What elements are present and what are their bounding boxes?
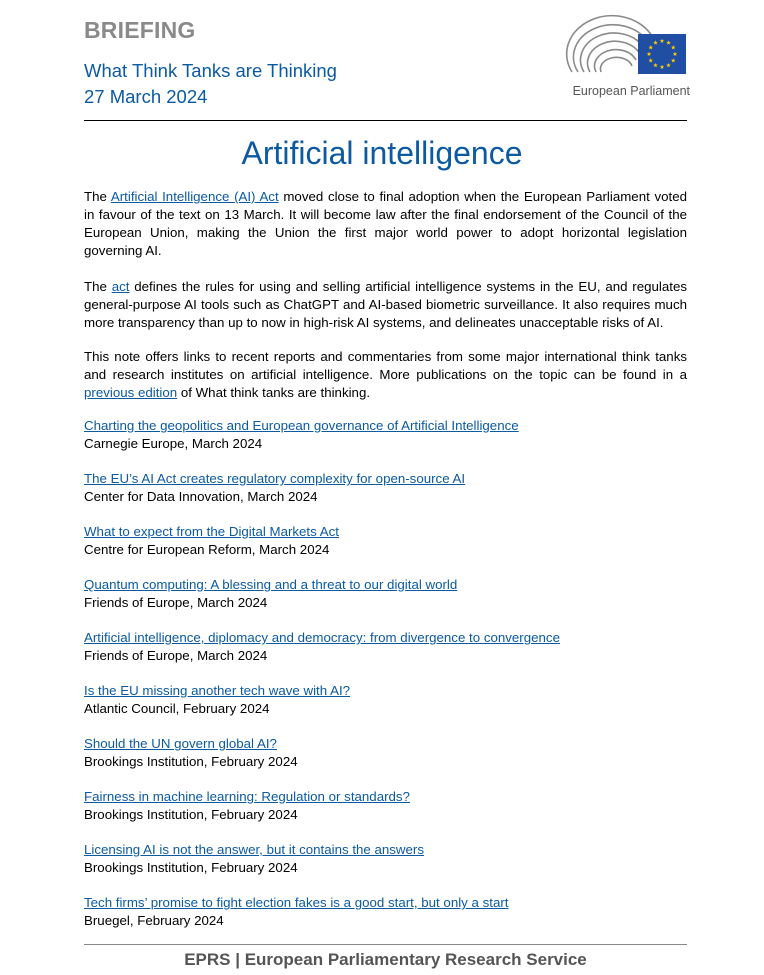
- publication-source: Brookings Institution, February 2024: [84, 754, 298, 769]
- publication-source: Carnegie Europe, March 2024: [84, 436, 263, 451]
- footer-divider: [84, 944, 687, 945]
- publication-source: Atlantic Council, February 2024: [84, 701, 270, 716]
- list-item: [84, 894, 687, 947]
- paragraph-text: of What think tanks are thinking.: [177, 385, 371, 400]
- publication-link[interactable]: Charting the geopolitics and European governance of Artificial Intelligence: [84, 418, 519, 433]
- paragraph-text: The: [84, 279, 112, 294]
- publication-link[interactable]: What to expect from the Digital Markets Act: [84, 524, 339, 539]
- list-item: [84, 576, 687, 629]
- publication-link[interactable]: Artificial intelligence, diplomacy and democracy: from divergence to convergence: [84, 630, 560, 645]
- previous-edition-link[interactable]: previous edition: [84, 385, 178, 400]
- list-item: [84, 470, 687, 523]
- publication-link[interactable]: Fairness in machine learning: Regulation or standards?: [84, 789, 410, 804]
- publication-link[interactable]: Licensing AI is not the answer, but it contains the answers: [84, 842, 425, 857]
- publication-source: Center for Data Innovation, March 2024: [84, 489, 318, 504]
- publication-list: [84, 417, 687, 947]
- publication-link[interactable]: The EU’s AI Act creates regulatory complexity for open-source AI: [84, 471, 466, 486]
- list-item: [84, 523, 687, 576]
- publication-source: Centre for European Reform, March 2024: [84, 542, 330, 557]
- publication-source: Brookings Institution, February 2024: [84, 860, 298, 875]
- publication-source: Bruegel, February 2024: [84, 913, 224, 928]
- publication-link[interactable]: Tech firms’ promise to fight election fakes is a good start, but only a start: [84, 895, 509, 910]
- list-item: [84, 629, 687, 682]
- logo-caption: European Parliament: [572, 84, 690, 98]
- intro-paragraph-1: [84, 188, 687, 260]
- list-item: [84, 417, 687, 470]
- list-item: [84, 735, 687, 788]
- ai-act-link[interactable]: Artificial Intelligence (AI) Act: [110, 189, 279, 204]
- act-link[interactable]: act: [111, 279, 130, 294]
- publication-link[interactable]: Is the EU missing another tech wave with AI?: [84, 683, 351, 698]
- paragraph-text: moved close to final adoption when the European Parliament voted in favour of the text on 13 March. It will become law after the final endorsement of the Council of the European Union, making the Union the first major world power to adopt horizontal legislation governing AI.: [84, 189, 688, 258]
- publication-source: Brookings Institution, February 2024: [84, 807, 298, 822]
- intro-paragraph-2: [84, 278, 687, 332]
- briefing-date: 27 March 2024: [84, 86, 208, 107]
- publication-source: Friends of Europe, March 2024: [84, 595, 268, 610]
- briefing-subtitle: [84, 58, 337, 110]
- header-divider: [84, 120, 687, 121]
- publication-source: Friends of Europe, March 2024: [84, 648, 268, 663]
- paragraph-text: This note offers links to recent reports and commentaries from some major international think tanks and research institutes on artificial intelligence. More publications on the topic can be found in a: [84, 349, 687, 382]
- page-title: Artificial intelligence: [241, 135, 523, 171]
- paragraph-text: The: [84, 189, 111, 204]
- publication-link[interactable]: Quantum computing: A blessing and a threat to our digital world: [84, 577, 458, 592]
- footer-service-name: EPRS | European Parliamentary Research Service: [184, 950, 587, 969]
- list-item: [84, 788, 687, 841]
- list-item: [84, 682, 687, 735]
- paragraph-text: defines the rules for using and selling artificial intelligence systems in the EU, and regulates general-purpose AI tools such as ChatGPT and AI-based biometric surveillance. It also requires much more transparency than up to now in high-risk AI systems, and delineates unacceptable risks of AI.: [84, 279, 688, 330]
- list-item: [84, 841, 687, 894]
- series-name: What Think Tanks are Thinking: [84, 60, 337, 81]
- publication-link[interactable]: Should the UN govern global AI?: [84, 736, 277, 751]
- briefing-label: BRIEFING: [84, 17, 196, 43]
- intro-paragraph-3: [84, 348, 687, 402]
